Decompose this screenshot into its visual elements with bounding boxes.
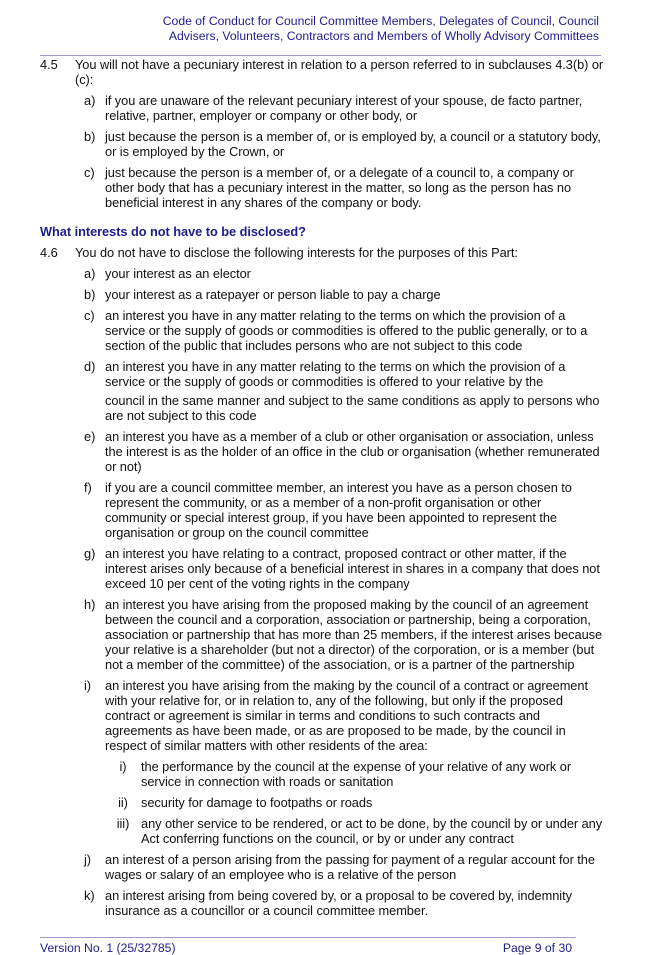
list-item	[75, 129, 606, 159]
clause-text: You do not have to disclose the following interests for the purposes of this Part:	[75, 245, 518, 260]
list-item	[75, 597, 606, 672]
sub-item-label: i)	[119, 759, 127, 774]
item-label: i)	[84, 678, 92, 693]
item-text-part-1: an interest you have in any matter relating to the terms on which the provision of a service or the supply of goods or commodities is offered to your relative by the	[105, 359, 566, 389]
clause-4-5-items	[75, 93, 606, 210]
list-item	[75, 287, 606, 302]
item-label: b)	[84, 129, 96, 144]
item-text-part-2: council in the same manner and subject to the same conditions as apply to persons who are not subject to this code	[105, 393, 600, 423]
footer-page-number: Page 9 of 30	[502, 941, 572, 955]
document-body	[40, 57, 606, 918]
sub-item-text: any other service to be rendered, or act to be done, by the council by or under any Act conferring functions on the council, or by or under any contract	[141, 816, 603, 846]
header-divider	[40, 55, 601, 56]
item-text: just because the person is a member of, or a delegate of a council to, a company or other body that has a pecuniary interest in the matter, so long as the person has no beneficial interest in any shares of the company or body.	[105, 165, 574, 210]
clause-4-6	[40, 245, 606, 260]
item-text: an interest you have arising from the making by the council of a contract or agreement with your relative for, or in relation to, any of the following, but only if the proposed contract or agreement is similar in terms and conditions to such contracts and agreements as have been made, or as are proposed to be made, by the council in respect of similar matters with other residents of the area:	[105, 678, 588, 753]
footer-divider	[40, 937, 576, 938]
list-item	[75, 546, 606, 591]
list-item	[75, 678, 606, 753]
item-label: k)	[84, 888, 95, 903]
sub-list-item	[105, 759, 606, 789]
item-label: b)	[84, 287, 96, 302]
page-header	[39, 14, 599, 44]
sub-item-text: security for damage to footpaths or roads	[141, 795, 373, 810]
list-item	[75, 429, 606, 474]
clause-number: 4.5	[40, 57, 58, 72]
sub-item-label: ii)	[118, 795, 128, 810]
item-text: just because the person is a member of, or is employed by, a council or a statutory body, or is employed by the Crown, or	[105, 129, 601, 159]
item-text: if you are unaware of the relevant pecuniary interest of your spouse, de facto partner, relative, partner, employer or company or other body, or	[105, 93, 583, 123]
clause-4-6-items	[75, 266, 606, 918]
item-text: an interest you have in any matter relating to the terms on which the provision of a service or the supply of goods or commodities is offered to the public generally, or to a section of the public that includes persons who are not subject to this code	[105, 308, 588, 353]
sub-item-label: iii)	[116, 816, 130, 831]
header-title-line-1: Code of Conduct for Council Committee Members, Delegates of Council, Council	[162, 14, 599, 28]
item-label: h)	[84, 597, 96, 612]
footer-version: Version No. 1 (25/32785)	[40, 941, 176, 955]
item-label: a)	[84, 93, 96, 108]
list-item	[75, 480, 606, 540]
item-text: your interest as an elector	[105, 266, 251, 281]
clause-text: You will not have a pecuniary interest in relation to a person referred to in subclauses 4.3(b) or (c):	[75, 57, 604, 87]
item-text	[105, 359, 606, 423]
list-item	[75, 852, 606, 882]
item-text: an interest you have relating to a contract, proposed contract or other matter, if the interest arises only because of a beneficial interest in shares in a company that does not exceed 10 per cent of the voting rights in the company	[105, 546, 600, 591]
list-item	[75, 888, 606, 918]
item-label: d)	[84, 359, 96, 374]
list-item	[75, 165, 606, 210]
item-text: an interest of a person arising from the passing for payment of a regular account for the wages or salary of an employee who is a relative of the person	[105, 852, 595, 882]
item-label: e)	[84, 429, 96, 444]
list-item	[75, 308, 606, 353]
sub-item-text: the performance by the council at the expense of your relative of any work or service in connection with roads or sanitation	[141, 759, 572, 789]
item-text: an interest you have as a member of a club or other organisation or association, unless the interest is as the holder of an office in the club or organisation (whether remunerated or not)	[105, 429, 600, 474]
item-text: an interest you have arising from the proposed making by the council of an agreement between the council and a corporation, association or partnership, being a corporation, association or partnership that has more than 25 members, if the interest arises because your relative is a shareholder (but not a director) of the corporation, or is a member (but not a member of the committee) of the association, or is a partner of the partnership	[105, 597, 603, 672]
item-text: an interest arising from being covered by, or a proposal to be covered by, indemnity insurance as a councillor or a council committee member.	[105, 888, 572, 918]
item-label: g)	[84, 546, 96, 561]
list-item	[75, 93, 606, 123]
clause-4-5	[40, 57, 606, 87]
section-heading: What interests do not have to be disclosed?	[40, 224, 306, 239]
item-label: c)	[84, 308, 95, 323]
header-title-line-2: Advisers, Volunteers, Contractors and Members of Wholly Advisory Committees	[168, 29, 599, 43]
item-label: a)	[84, 266, 96, 281]
item-text: your interest as a ratepayer or person liable to pay a charge	[105, 287, 441, 302]
item-label: j)	[84, 852, 92, 867]
list-item	[75, 266, 606, 281]
list-item	[75, 359, 606, 423]
clause-number: 4.6	[40, 245, 58, 260]
sub-list-item	[105, 816, 606, 846]
item-text: if you are a council committee member, an interest you have as a person chosen to represent the community, or as a member of a non-profit organisation or other community or special interest group, if you have been appointed to represent the organisation or group on the council committee	[105, 480, 572, 540]
sub-list-item	[105, 795, 606, 810]
item-label: c)	[84, 165, 95, 180]
item-label: f)	[84, 480, 92, 495]
sub-items	[105, 759, 606, 846]
